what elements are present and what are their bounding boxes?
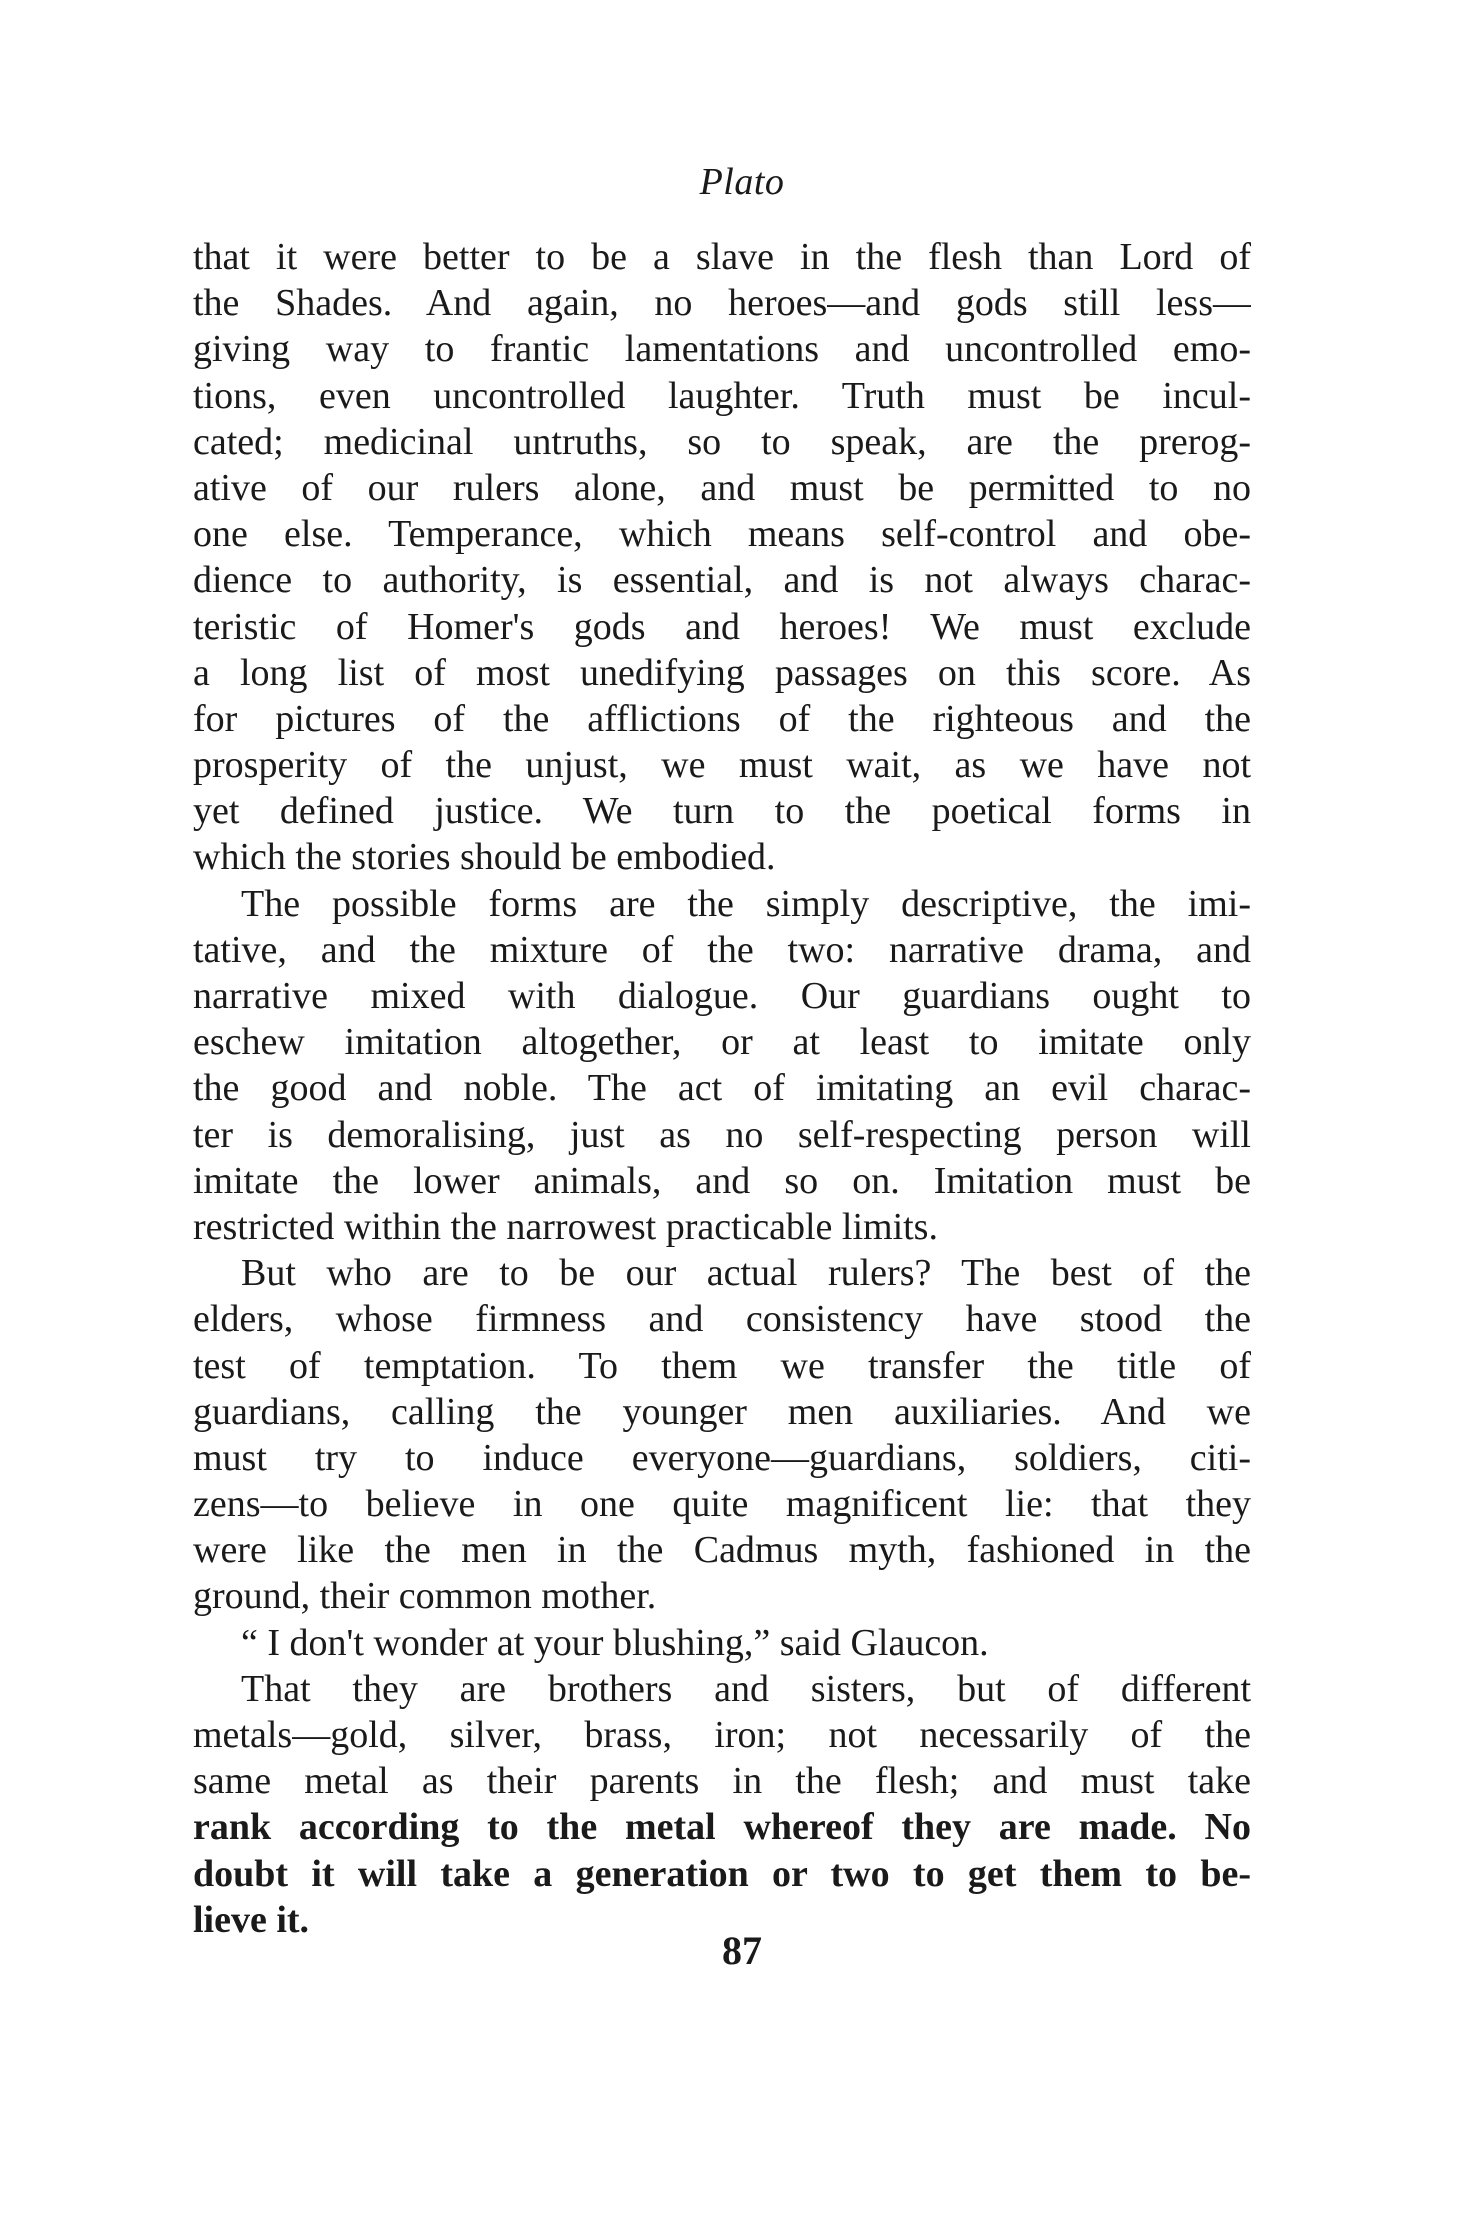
text-line: test of temptation. To them we transfer the title of (193, 1344, 1251, 1387)
text-line: The possible forms are the simply descriptive, the imi- (241, 882, 1251, 925)
text-line: ground, their common mother. (193, 1575, 657, 1618)
text-line: the good and noble. The act of imitating an evil charac- (193, 1067, 1251, 1110)
text-line: lieve it. (193, 1898, 310, 1941)
paragraph (193, 1620, 1251, 1666)
text-line: ative of our rulers alone, and must be permitted to no (193, 466, 1251, 509)
text-line: cated; medicinal untruths, so to speak, are the prerog- (193, 420, 1251, 463)
text-line: one else. Temperance, which means self-control and obe- (193, 513, 1251, 556)
text-line: prosperity of the unjust, we must wait, as we have not (193, 744, 1251, 787)
text-line: tions, even uncontrolled laughter. Truth must be incul- (193, 374, 1251, 417)
text-line: zens—to believe in one quite magnificent lie: that they (193, 1483, 1251, 1526)
text-line: narrative mixed with dialogue. Our guardians ought to (193, 975, 1251, 1017)
text-line: guardians, calling the younger men auxiliaries. And we (193, 1390, 1251, 1433)
paragraph (193, 1666, 1251, 1943)
text-line: imitate the lower animals, and so on. Imitation must be (193, 1159, 1251, 1202)
text-line: giving way to frantic lamentations and uncontrolled emo- (193, 328, 1251, 371)
text-line: teristic of Homer's gods and heroes! We must exclude (193, 605, 1251, 648)
text-line: doubt it will take a generation or two to get them to be- (193, 1852, 1251, 1895)
text-line: yet defined justice. We turn to the poetical forms in (193, 790, 1251, 833)
text-line: metals—gold, silver, brass, iron; not necessarily of the (193, 1714, 1251, 1756)
paragraph (193, 881, 1251, 1251)
text-line: the Shades. And again, no heroes—and gods still less— (193, 282, 1251, 325)
paragraph (193, 1250, 1251, 1620)
text-line: same metal as their parents in the flesh; and must take (193, 1760, 1251, 1803)
text-line: ter is demoralising, just as no self-respecting person will (193, 1113, 1251, 1156)
text-line: that it were better to be a slave in the flesh than Lord of (193, 236, 1251, 278)
text-line: for pictures of the afflictions of the righteous and the (193, 697, 1251, 740)
page-number: 87 (722, 1928, 762, 1973)
text-line: must try to induce everyone—guardians, soldiers, citi- (193, 1436, 1251, 1479)
text-line: which the stories should be embodied. (193, 836, 776, 879)
text-line: were like the men in the Cadmus myth, fashioned in the (193, 1529, 1251, 1572)
text-line: “ I don't wonder at your blushing,” said Glaucon. (241, 1621, 989, 1664)
text-line: a long list of most unedifying passages on this score. As (193, 651, 1251, 694)
text-line: tative, and the mixture of the two: narrative drama, and (193, 928, 1251, 971)
text-line: But who are to be our actual rulers? The best of the (241, 1252, 1251, 1295)
running-head: Plato (699, 161, 785, 203)
paragraph (193, 234, 1251, 881)
body-text (193, 234, 1251, 1943)
text-line: That they are brothers and sisters, but of different (241, 1667, 1251, 1710)
text-line: elders, whose firmness and consistency have stood the (193, 1298, 1251, 1341)
text-line: dience to authority, is essential, and is not always charac- (193, 559, 1251, 602)
text-line: restricted within the narrowest practicable limits. (193, 1205, 938, 1248)
text-line: rank according to the metal whereof they are made. No (193, 1806, 1251, 1849)
text-line: eschew imitation altogether, or at least to imitate only (193, 1021, 1251, 1064)
